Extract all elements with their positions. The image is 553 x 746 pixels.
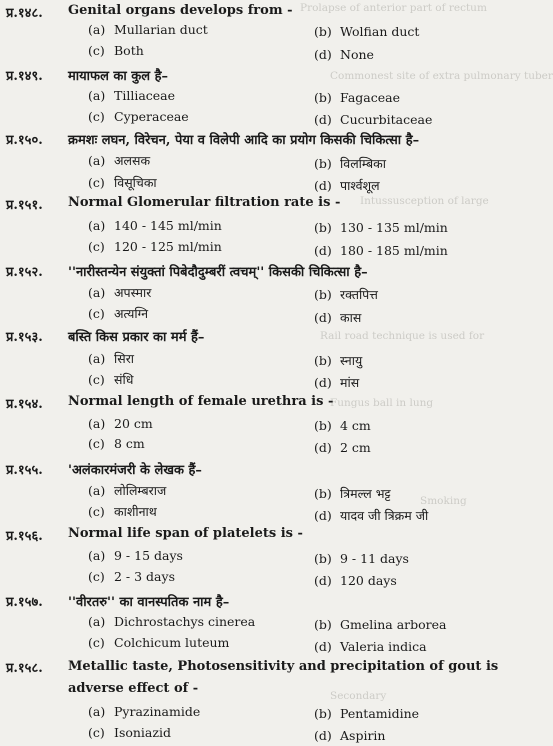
- question-text: Metallic taste, Photosensitivity and precipitation of gout is adverse effect of -: [68, 659, 499, 696]
- question-text: Normal life span of platelets is -: [68, 526, 303, 541]
- option-c: (c) Both: [88, 43, 144, 58]
- option-c: (c) काशीनाथ: [88, 504, 157, 519]
- question-number: प्र.१५३.: [6, 330, 43, 345]
- option-d: (d) यादव जी त्रिक्रम जी: [314, 508, 429, 523]
- option-a: (a) 9 - 15 days: [88, 548, 183, 563]
- option-b: (b) त्रिमल्ल भट्ट: [314, 486, 391, 501]
- option-d: (d) Aspirin: [314, 728, 386, 743]
- option-d: (d) Cucurbitaceae: [314, 112, 433, 127]
- option-d: (d) Valeria indica: [314, 639, 427, 654]
- option-b: (b) 9 - 11 days: [314, 551, 409, 566]
- option-a: (a) Mullarian duct: [88, 22, 208, 37]
- question-number: प्र.१५५.: [6, 463, 43, 478]
- question-text: 'अलंकारमंजरी के लेखक हैं–: [68, 463, 202, 478]
- option-a: (a) Dichrostachys cinerea: [88, 614, 256, 629]
- bleed-through-text: Intussusception of large: [360, 195, 489, 207]
- option-d: (d) मांस: [314, 375, 360, 390]
- option-a: (a) अपस्मार: [88, 285, 152, 300]
- bleed-through-text: Secondary: [330, 690, 387, 702]
- bleed-through-text: Fungus ball in lung: [330, 397, 434, 409]
- option-b: (b) 4 cm: [314, 418, 371, 433]
- question-number: प्र.१५८.: [6, 661, 43, 676]
- option-b: (b) रक्तपित्त: [314, 287, 378, 302]
- option-b: (b) Pentamidine: [314, 706, 420, 721]
- option-a: (a) लोलिम्बराज: [88, 483, 167, 498]
- question-number: प्र.१४८.: [6, 6, 43, 21]
- bleed-through-text: Prolapse of anterior part of rectum: [300, 2, 487, 14]
- question-text: ''नारीस्तन्येन संयुक्तां पिबेदौदुम्बरीं त्वचम्'' किसकी चिकित्सा है–: [68, 265, 368, 280]
- question-number: प्र.१५४.: [6, 397, 43, 412]
- question-number: प्र.१५१.: [6, 198, 43, 213]
- bleed-through-text: Smoking: [420, 495, 467, 507]
- option-a: (a) 20 cm: [88, 416, 153, 431]
- option-d: (d) पार्श्वशूल: [314, 178, 380, 193]
- option-c: (c) विसूचिका: [88, 175, 157, 190]
- option-d: (d) 120 days: [314, 573, 397, 588]
- option-d: (d) कास: [314, 310, 362, 325]
- option-b: (b) स्नायु: [314, 353, 363, 368]
- option-b: (b) Gmelina arborea: [314, 617, 447, 632]
- question-text: Genital organs develops from -: [68, 3, 293, 18]
- option-c: (c) Isoniazid: [88, 725, 171, 740]
- option-b: (b) 130 - 135 ml/min: [314, 220, 448, 235]
- option-c: (c) 8 cm: [88, 436, 145, 451]
- option-c: (c) 120 - 125 ml/min: [88, 239, 222, 254]
- option-b: (b) Wolfian duct: [314, 24, 420, 39]
- question-number: प्र.१४९.: [6, 69, 43, 84]
- option-a: (a) अलसक: [88, 153, 151, 168]
- option-a: (a) Pyrazinamide: [88, 704, 201, 719]
- option-a: (a) Tilliaceae: [88, 88, 176, 103]
- question-text: मायाफल का कुल है–: [68, 69, 169, 84]
- question-text: बस्ति किस प्रकार का मर्म हैं–: [68, 330, 205, 345]
- option-b: (b) विलम्बिका: [314, 156, 386, 171]
- question-number: प्र.१५७.: [6, 595, 43, 610]
- bleed-through-text: Rail road technique is used for: [320, 330, 485, 342]
- option-d: (d) 2 cm: [314, 440, 371, 455]
- question-text: ''वीरतरु'' का वानस्पतिक नाम है–: [68, 595, 230, 610]
- question-text: क्रमशः लघन, विरेचन, पेया व विलेपी आदि का प्रयोग किसकी चिकित्सा है–: [68, 133, 420, 148]
- option-a: (a) 140 - 145 ml/min: [88, 218, 222, 233]
- question-number: प्र.१५०.: [6, 133, 43, 148]
- option-c: (c) 2 - 3 days: [88, 569, 175, 584]
- question-number: प्र.१५६.: [6, 529, 43, 544]
- question-text: Normal length of female urethra is -: [68, 394, 334, 409]
- bleed-through-text: Commonest site of extra pulmonary tuber: [330, 70, 553, 82]
- option-d: (d) None: [314, 47, 374, 62]
- question-number: प्र.१५२.: [6, 265, 43, 280]
- option-d: (d) 180 - 185 ml/min: [314, 243, 448, 258]
- question-text: Normal Glomerular filtration rate is -: [68, 195, 341, 210]
- option-c: (c) Cyperaceae: [88, 109, 189, 124]
- option-b: (b) Fagaceae: [314, 90, 400, 105]
- option-c: (c) अत्यग्नि: [88, 306, 149, 321]
- option-a: (a) सिरा: [88, 351, 135, 366]
- option-c: (c) Colchicum luteum: [88, 635, 230, 650]
- option-c: (c) संधि: [88, 372, 134, 387]
